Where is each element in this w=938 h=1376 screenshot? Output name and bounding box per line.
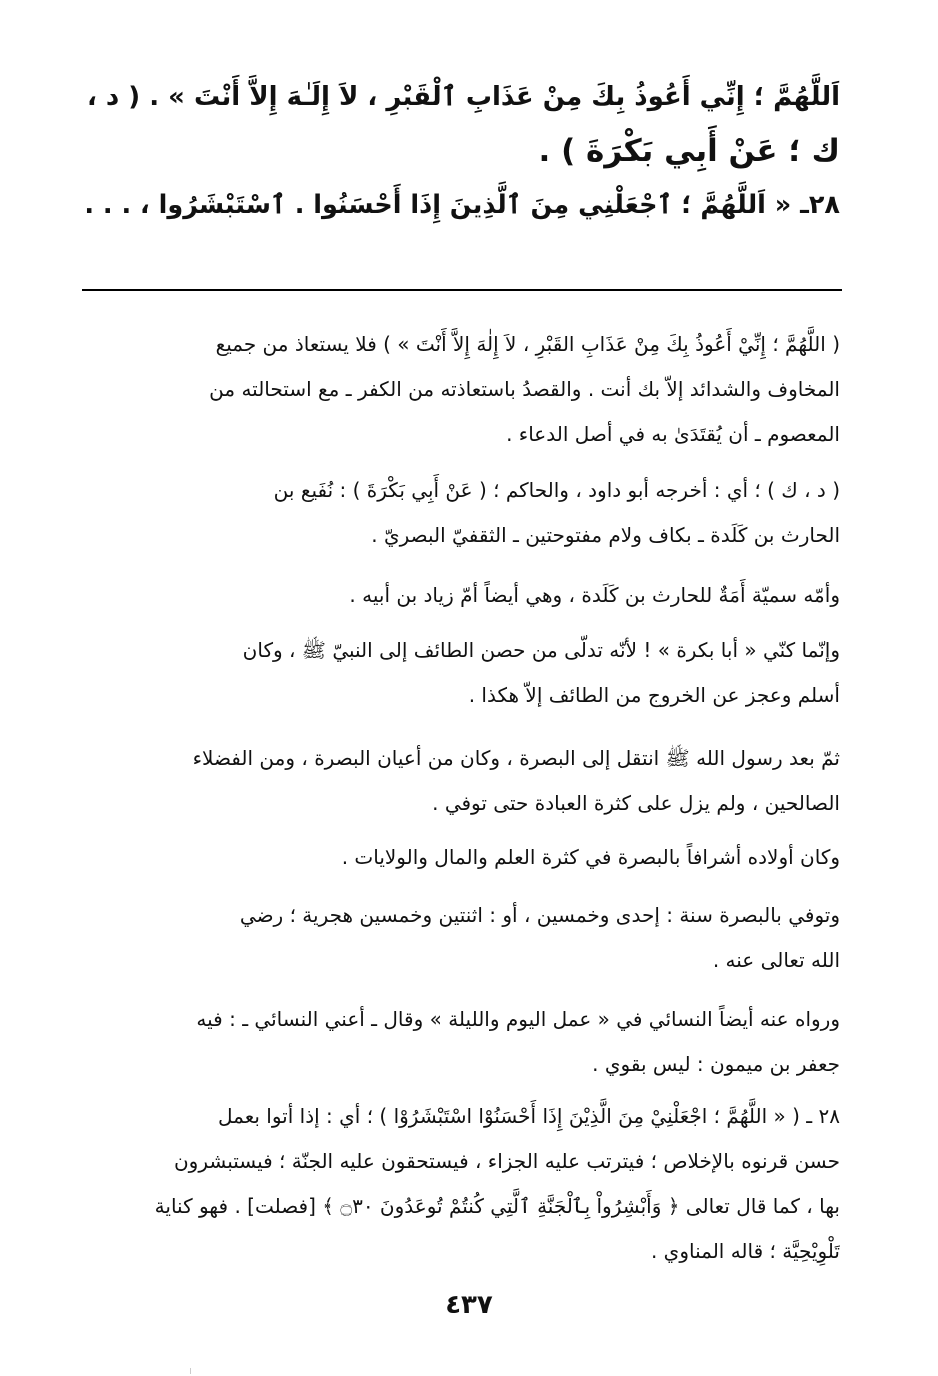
commentary-line: الحارث بن كَلَدة ـ بكاف ولام مفتوحتين ـ الثقفيّ البصريّ . <box>371 523 840 547</box>
main-text <box>80 70 840 232</box>
commentary-line: وكان أولاده أشرافاً بالبصرة في كثرة العلم والمال والولايات . <box>341 845 840 869</box>
commentary-line: ( د ، ك ) ؛ أي : أخرجه أبو داود ، والحاكم ؛ ( عَنْ أَبِي بَكْرَةَ ) : نُفَيع بن <box>273 478 840 502</box>
commentary-paragraph <box>80 322 840 457</box>
commentary-line: ٢٨ ـ ( « اللَّهُمَّ ؛ اجْعَلْنِيْ مِنَ الَّذِيْنَ إِذَا أَحْسَنُوْا اسْتَبْشَرُوْا ) ؛ أي : إذا أتوا بعمل <box>218 1104 840 1128</box>
commentary-paragraph <box>80 628 840 718</box>
commentary-line: الصالحين ، ولم يزل على كثرة العبادة حتى توفي . <box>432 791 840 815</box>
commentary-line: تَلْوِيْحِيَّة ؛ قاله المناوي . <box>650 1239 840 1263</box>
main-text-line: اَللَّهُمَّ ؛ إِنِّي أَعُوذُ بِكَ مِنْ عَذَابِ ٱلْقَبْرِ ، لاَ إِلَـٰهَ إِلاَّ أَنْتَ » . ( د ، <box>86 82 840 112</box>
main-text-line: ٢٨ـ « اَللَّهُمَّ ؛ ٱجْعَلْنِي مِنَ ٱلَّذِينَ إِذَا أَحْسَنُوا . ٱسْتَبْشَرُوا ، . . . <box>84 190 840 220</box>
commentary-line: حسن قرنوه بالإخلاص ؛ فيترتب عليه الجزاء ، فيستحقون عليه الجنّة ؛ فيستبشرون <box>173 1149 840 1173</box>
commentary-line: ( اللَّهُمَّ ؛ إِنِّيْ أَعُوذُ بِكَ مِنْ عَذَابِ القَبْرِ ، لاَ إِلٰهَ إِلاَّ أَنْتَ » ) فلا يستعاذ من جميع <box>215 332 840 356</box>
commentary-line: ورواه عنه أيضاً النسائي في « عمل اليوم والليلة » وقال ـ أعني النسائي ـ : فيه <box>196 1007 840 1031</box>
commentary-paragraph <box>80 893 840 983</box>
commentary-line: بها ، كما قال تعالى ﴿ وَأَبْشِرُواْ بِٱلْجَنَّةِ ٱلَّتِي كُنتُمْ تُوعَدُونَ ۝٣٠ ﴾ [فصلت] . فهو كناية <box>154 1194 840 1218</box>
commentary-line: المخاوف والشدائد إلاّ بك أنت . والقصدُ باستعاذته من الكفر ـ مع استحالته من <box>209 377 840 401</box>
commentary-paragraph <box>80 835 840 880</box>
commentary-line: أسلم وعجز عن الخروج من الطائف إلاّ هكذا . <box>468 683 840 707</box>
main-text-line: ك ؛ عَنْ أَبِي بَكْرَةَ ) . <box>538 133 840 169</box>
commentary-paragraph <box>80 997 840 1087</box>
commentary-paragraph <box>80 1094 840 1274</box>
commentary-line: جعفر بن ميمون : ليس بقوي . <box>592 1052 840 1076</box>
commentary-line: المعصوم ـ أن يُقتَدَىٰ به في أصل الدعاء . <box>506 422 840 446</box>
commentary-line: وإنّما كنّي « أبا بكرة » ! لأنّه تدلّى من حصن الطائف إلى النبيّ ﷺ ، وكان <box>242 638 840 662</box>
commentary-paragraph <box>80 573 840 618</box>
commentary-line: وأمّه سميّة أَمَةٌ للحارث بن كَلَدة ، وهي أيضاً أمّ زياد بن أبيه . <box>349 583 840 607</box>
scan-mark <box>190 1368 191 1374</box>
commentary-line: وتوفي بالبصرة سنة : إحدى وخمسين ، أو : اثنتين وخمسين هجرية ؛ رضي <box>239 903 840 927</box>
commentary-line: ثمّ بعد رسول الله ﷺ انتقل إلى البصرة ، وكان من أعيان البصرة ، ومن الفضلاء <box>192 746 840 770</box>
commentary-paragraph <box>80 736 840 826</box>
commentary-line: الله تعالى عنه . <box>712 948 840 972</box>
footnote-divider <box>82 289 842 291</box>
page-number: ٤٣٧ <box>445 1290 493 1320</box>
commentary-paragraph <box>80 468 840 558</box>
